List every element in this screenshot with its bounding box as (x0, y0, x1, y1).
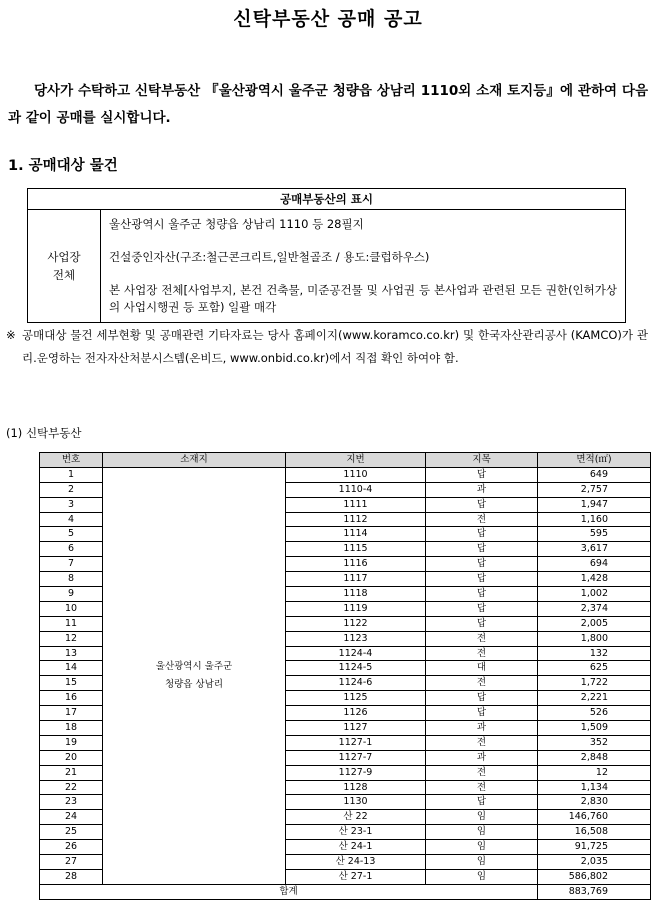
row-number: 20 (40, 750, 103, 765)
lot-number: 1115 (286, 542, 426, 557)
area-value: 2,374 (538, 601, 651, 616)
lot-number: 1117 (286, 572, 426, 587)
land-category: 답 (426, 467, 538, 482)
location-cell: 울산광역시 울주군 청량읍 상남리 (103, 467, 286, 884)
column-header: 번호 (40, 453, 103, 468)
row-number: 13 (40, 646, 103, 661)
lot-number: 1127-1 (286, 735, 426, 750)
land-category: 전 (426, 512, 538, 527)
site-label: 사업장 전체 (28, 210, 101, 323)
area-value: 1,002 (538, 587, 651, 602)
lot-number: 1110-4 (286, 482, 426, 497)
row-number: 3 (40, 497, 103, 512)
area-value: 132 (538, 646, 651, 661)
display-table-header: 공매부동산의 표시 (28, 189, 626, 210)
land-category: 과 (426, 750, 538, 765)
land-category: 전 (426, 735, 538, 750)
area-value: 1,947 (538, 497, 651, 512)
table-header-row (40, 453, 651, 468)
row-number: 19 (40, 735, 103, 750)
land-category: 전 (426, 780, 538, 795)
property-display-table (27, 188, 626, 323)
row-number: 26 (40, 840, 103, 855)
lot-number: 1112 (286, 512, 426, 527)
area-value: 526 (538, 706, 651, 721)
area-value: 352 (538, 735, 651, 750)
land-category: 전 (426, 676, 538, 691)
row-number: 22 (40, 780, 103, 795)
property-location-line: 울산광역시 울주군 청량읍 상남리 1110 등 28필지 (109, 217, 364, 231)
lot-number: 산 24-1 (286, 840, 426, 855)
row-number: 14 (40, 661, 103, 676)
lot-number: 1114 (286, 527, 426, 542)
area-value: 2,757 (538, 482, 651, 497)
land-category: 답 (426, 497, 538, 512)
column-header: 지목 (426, 453, 538, 468)
area-value: 1,134 (538, 780, 651, 795)
lot-number: 1128 (286, 780, 426, 795)
lot-number: 1124-4 (286, 646, 426, 661)
row-number: 21 (40, 765, 103, 780)
row-number: 15 (40, 676, 103, 691)
row-number: 7 (40, 557, 103, 572)
property-description (101, 210, 626, 323)
area-value: 2,221 (538, 691, 651, 706)
lot-number: 1124-6 (286, 676, 426, 691)
area-value: 694 (538, 557, 651, 572)
area-value: 625 (538, 661, 651, 676)
lot-number: 산 24-13 (286, 855, 426, 870)
column-header: 지번 (286, 453, 426, 468)
lot-number: 1126 (286, 706, 426, 721)
area-value: 3,617 (538, 542, 651, 557)
notice-note (6, 324, 648, 370)
area-value: 595 (538, 527, 651, 542)
area-value: 2,830 (538, 795, 651, 810)
land-category: 임 (426, 825, 538, 840)
land-category: 답 (426, 706, 538, 721)
land-category: 과 (426, 721, 538, 736)
land-category: 답 (426, 587, 538, 602)
land-category: 임 (426, 869, 538, 884)
lot-number: 1125 (286, 691, 426, 706)
area-value: 2,005 (538, 616, 651, 631)
land-category: 전 (426, 646, 538, 661)
property-scope-line: 본 사업장 전체[사업부지, 본건 건축물, 미준공건물 및 사업권 등 본사업과 관련된 모든 권한(인허가상의 사업시행권 등 포함) 일괄 매각 (109, 283, 617, 314)
lot-number: 1127 (286, 721, 426, 736)
area-value: 1,722 (538, 676, 651, 691)
row-number: 12 (40, 631, 103, 646)
lot-number: 1119 (286, 601, 426, 616)
area-value: 1,509 (538, 721, 651, 736)
row-number: 11 (40, 616, 103, 631)
land-category: 전 (426, 631, 538, 646)
area-value: 1,800 (538, 631, 651, 646)
land-category: 답 (426, 601, 538, 616)
area-value: 2,035 (538, 855, 651, 870)
document-title: 신탁부동산 공매 공고 (233, 8, 423, 30)
land-category: 답 (426, 542, 538, 557)
land-category: 임 (426, 855, 538, 870)
lot-number: 산 22 (286, 810, 426, 825)
row-number: 24 (40, 810, 103, 825)
land-category: 답 (426, 691, 538, 706)
column-header: 소재지 (103, 453, 286, 468)
land-category: 과 (426, 482, 538, 497)
lot-number: 1123 (286, 631, 426, 646)
total-area: 883,769 (538, 884, 651, 899)
lot-number: 산 27-1 (286, 869, 426, 884)
row-number: 9 (40, 587, 103, 602)
row-number: 25 (40, 825, 103, 840)
row-number: 8 (40, 572, 103, 587)
land-category: 답 (426, 557, 538, 572)
note-text: 공매대상 물건 세부현황 및 공매관련 기타자료는 당사 홈페이지(www.koramco.co.kr) 및 한국자산관리공사 (KAMCO)가 관리.운영하는 전자자산처분시스템(온비드, www.onbid.co.kr)에서 직접 확인 하여야 함. (22, 328, 648, 365)
land-category: 전 (426, 765, 538, 780)
row-number: 5 (40, 527, 103, 542)
land-category: 답 (426, 527, 538, 542)
area-value: 2,848 (538, 750, 651, 765)
row-number: 23 (40, 795, 103, 810)
table-row (40, 467, 651, 482)
total-label: 합계 (40, 884, 538, 899)
row-number: 28 (40, 869, 103, 884)
row-number: 10 (40, 601, 103, 616)
land-category: 답 (426, 572, 538, 587)
area-value: 1,160 (538, 512, 651, 527)
area-value: 586,802 (538, 869, 651, 884)
land-category: 답 (426, 795, 538, 810)
area-value: 12 (538, 765, 651, 780)
row-number: 4 (40, 512, 103, 527)
lot-number: 1116 (286, 557, 426, 572)
lot-number: 1110 (286, 467, 426, 482)
row-number: 17 (40, 706, 103, 721)
lot-number: 1127-7 (286, 750, 426, 765)
lot-number: 1130 (286, 795, 426, 810)
land-category: 임 (426, 810, 538, 825)
area-value: 649 (538, 467, 651, 482)
area-value: 146,760 (538, 810, 651, 825)
row-number: 1 (40, 467, 103, 482)
total-row (40, 884, 651, 899)
row-number: 18 (40, 721, 103, 736)
lot-number: 1124-5 (286, 661, 426, 676)
row-number: 16 (40, 691, 103, 706)
intro-paragraph: 당사가 수탁하고 신탁부동산 『울산광역시 울주군 청량읍 상남리 1110외 소재 토지등』에 관하여 다음과 같이 공매를 실시합니다. (8, 83, 648, 126)
land-category: 답 (426, 616, 538, 631)
area-value: 16,508 (538, 825, 651, 840)
lot-number: 1118 (286, 587, 426, 602)
lot-number: 산 23-1 (286, 825, 426, 840)
column-header: 면적(㎡) (538, 453, 651, 468)
lot-number: 1122 (286, 616, 426, 631)
land-category: 대 (426, 661, 538, 676)
lot-number: 1127-9 (286, 765, 426, 780)
land-category: 임 (426, 840, 538, 855)
land-parcel-table (39, 452, 651, 900)
property-asset-line: 건설중인자산(구조:철근콘크리트,일반철골조 / 용도:클럽하우스) (109, 250, 430, 264)
area-value: 1,428 (538, 572, 651, 587)
lot-number: 1111 (286, 497, 426, 512)
row-number: 27 (40, 855, 103, 870)
reference-mark: ※ (6, 328, 16, 342)
subsection-heading: (1) 신탁부동산 (6, 426, 82, 440)
area-value: 91,725 (538, 840, 651, 855)
row-number: 2 (40, 482, 103, 497)
row-number: 6 (40, 542, 103, 557)
section-heading: 1. 공매대상 물건 (8, 158, 118, 174)
